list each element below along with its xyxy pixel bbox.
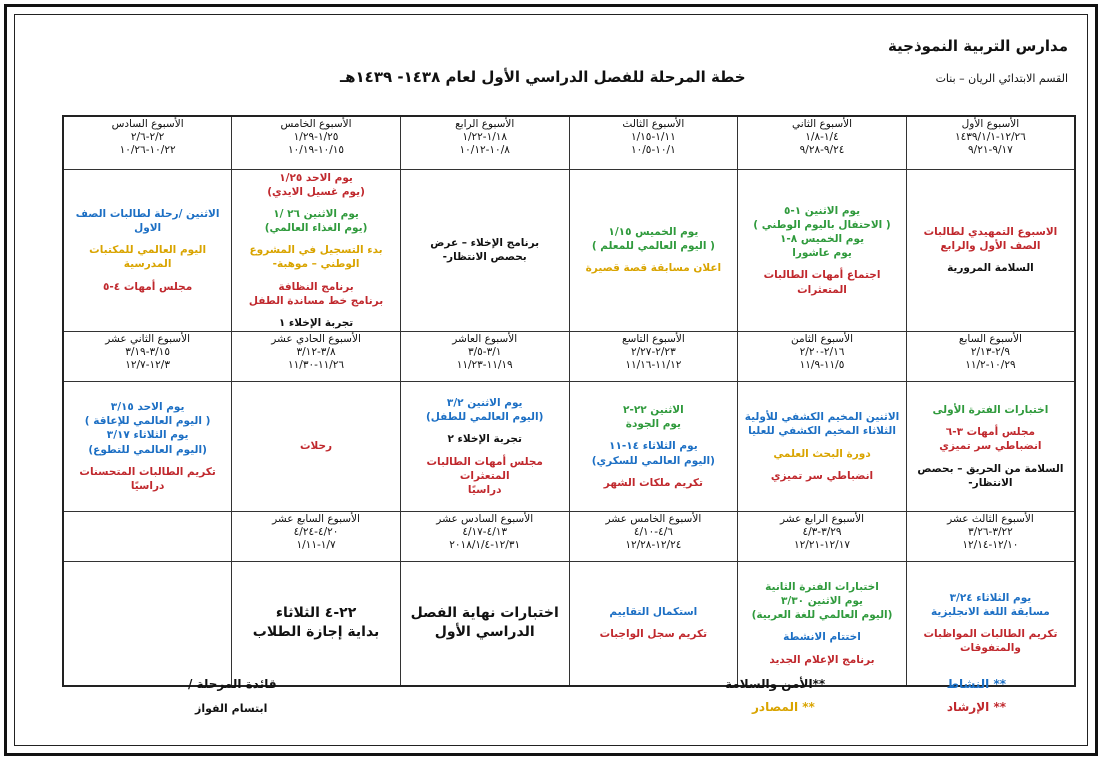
plan-title: خطة المرحلة للفصل الدراسي الأول لعام ١٤٣٨- ١٤٣٩هـ: [340, 68, 746, 86]
activity-line: يوم الاحد ١/٢٥: [279, 171, 353, 184]
week-header-cell: [738, 332, 907, 382]
activity-line: اختبارات الفترة الثانية: [765, 580, 879, 593]
week-hijri: ٣/٨-٣/١٢: [296, 346, 336, 359]
activity-line: المتعثرات: [797, 283, 847, 296]
week-hijri: ١/٢٥-١/٢٩: [293, 131, 339, 144]
week-greg: ١/٧-١/١١: [296, 539, 336, 552]
week-greg: ١٠/١٥-١٠/١٩: [288, 144, 345, 157]
week-name: الأسبوع الحادي عشر: [271, 333, 361, 346]
week-hijri: ٢/١٦-٢/٢٠: [799, 346, 845, 359]
activity-cell: [738, 382, 907, 512]
week-name: الأسبوع الرابع عشر: [780, 513, 865, 526]
activity-cell: [232, 562, 401, 686]
week-name: الأسبوع العاشر: [452, 333, 518, 346]
activity-line: بداية إجازة الطلاب: [252, 624, 380, 641]
activity-line: والمتفوقات: [959, 642, 1021, 655]
week-name: الأسبوع الثاني: [791, 118, 853, 130]
activity-line: (اليوم العالمي للسكري): [591, 454, 715, 467]
week-name: الأسبوع الخامس: [280, 118, 352, 130]
activity-line: تكريم الطالبات المتحسنات دراسيًا: [79, 465, 216, 492]
week-greg: ١٠/١-١٠/٥: [630, 144, 676, 157]
activity-line: اختبارات الفترة الأولى: [932, 404, 1049, 417]
activity-line: تجربة الإخلاء ٢: [447, 433, 522, 446]
week-hijri: ١/٤-١/٨: [805, 131, 839, 144]
activity-line: تكريم الطالبات المواظبات: [923, 628, 1058, 641]
activity-line: يوم الاحد ٣/١٥: [110, 401, 185, 414]
activity-cell: [906, 169, 1075, 332]
activity-cell: [569, 169, 738, 332]
week-header-cell: [906, 512, 1075, 562]
week-header-cell: [63, 116, 232, 169]
week-greg: ١٠/٢٩-١١/٢: [965, 359, 1016, 372]
activity-cell: [569, 382, 738, 512]
week-header-row: [63, 332, 1075, 382]
week-hijri: ١٢/٢٦-١٤٣٩/١/١: [955, 131, 1026, 144]
week-name: الأسبوع السادس: [111, 118, 184, 130]
week-greg: ١٠/٨-١٠/١٢: [459, 144, 510, 157]
week-hijri: ٣/٢٢-٣/٢٦: [968, 526, 1013, 539]
activity-line: بحصص الانتظار-: [442, 251, 527, 264]
legend-guidance: ** الإرشاد: [946, 700, 1006, 714]
activity-line: مجلس أمهات ٤-٥: [102, 280, 193, 293]
activity-line: يوم الاثنين ١-٥: [783, 204, 861, 217]
activity-line: يوم الاثنين ٣/٢: [446, 397, 523, 410]
week-name: الأسبوع الرابع: [455, 118, 515, 130]
week-name: الأسبوع الأول: [961, 118, 1020, 130]
activity-line: يوم الثلاثاء ٣/١٧: [106, 429, 189, 442]
activity-line: اختتام الانشطة: [783, 631, 861, 644]
activity-line: ( الاحتفال باليوم الوطني ): [753, 218, 891, 231]
week-hijri: ٣/١-٣/٥: [467, 346, 502, 359]
activities-row: [63, 382, 1075, 512]
activity-line: يوم الاثنين ٢٦ /١: [273, 207, 359, 220]
leader-label: قائدة المرحلة /: [188, 677, 277, 691]
week-greg: ١١/١٢-١١/١٦: [625, 359, 682, 372]
legend-activity: ** النشاط: [946, 677, 1006, 691]
plan-table: [62, 115, 1076, 687]
activity-line: تجربة الإخلاء ١: [278, 316, 354, 329]
activity-line: انضباطي سر تميزي: [939, 440, 1042, 453]
activity-line: استكمال التقاييم: [609, 606, 698, 619]
activity-line: الصف الأول والرابع: [940, 240, 1041, 253]
week-hijri: ٣/١٥-٣/١٩: [125, 346, 170, 359]
activity-line: (اليوم العالمي للطفل): [425, 411, 544, 424]
activity-cell: [63, 169, 232, 332]
activity-cell: [232, 169, 401, 332]
activity-line: (يوم غسيل الايدي): [267, 185, 365, 198]
activity-cell: [232, 382, 401, 512]
week-header-cell: [400, 512, 569, 562]
week-greg: ١٢/١٠-١٢/١٤: [962, 539, 1019, 552]
activity-cell: [400, 382, 569, 512]
week-header-cell: [906, 332, 1075, 382]
week-header-cell: [63, 332, 232, 382]
activity-cell: [738, 169, 907, 332]
week-greg: ٩/١٧-٩/٢١: [968, 144, 1013, 157]
activity-line: الثلاثاء المخيم الكشفي للعليا: [748, 425, 896, 438]
activity-line: (يوم الغذاء العالمي): [264, 222, 368, 235]
week-hijri: ١/١١-١/١٥: [630, 131, 676, 144]
week-name: الأسبوع السابع: [958, 333, 1022, 346]
week-hijri: ٢/٢-٢/٦: [130, 131, 165, 144]
activity-line: بدء التسجيل في المشروع الوطني – موهبة-: [249, 244, 383, 271]
activity-line: برنامج النظافة: [278, 280, 354, 293]
week-name: الأسبوع الثالث عشر: [947, 513, 1034, 526]
week-name: الأسبوع السابع عشر: [272, 513, 360, 526]
activity-line: يوم الثلاثاء ٣/٢٤: [949, 591, 1032, 604]
week-header-cell: [400, 116, 569, 169]
department-name: القسم الابتدائي الريان – بنات: [935, 72, 1068, 85]
activity-line: برنامج الإخلاء – عرض: [430, 237, 540, 250]
activity-line: (اليوم العالمي للتطوع): [88, 443, 207, 456]
week-header-cell: [400, 332, 569, 382]
activity-line: اعلان مسابقة قصة قصيرة: [585, 262, 722, 275]
week-name: الأسبوع السادس عشر: [436, 513, 534, 526]
week-greg: ١١/٥-١١/٩: [799, 359, 845, 372]
activity-line: تكريم سجل الواجبات: [599, 628, 708, 641]
week-header-cell: [232, 116, 401, 169]
week-header-row: [63, 116, 1075, 169]
activity-line: يوم الاثنين ٣/٣٠: [781, 595, 863, 608]
activity-line: ( اليوم العالمي للمعلم ): [591, 240, 715, 253]
leader-name: ابتسام الفواز: [195, 702, 268, 715]
activity-line: الاثنين المخيم الكشفي للأولية: [744, 411, 900, 424]
week-header-cell: [232, 332, 401, 382]
week-greg: ١٢/٢٤-١٢/٢٨: [625, 539, 682, 552]
activity-line: يوم عاشورا: [792, 247, 852, 260]
activity-line: يوم الخميس ١/١٥: [608, 226, 699, 239]
week-name: الأسبوع الخامس عشر: [605, 513, 702, 526]
activity-cell: [738, 562, 907, 686]
activity-cell: [906, 382, 1075, 512]
activities-row: [63, 169, 1075, 332]
activity-line: مسابقة اللغة الانجليزية: [931, 606, 1050, 619]
week-header-cell: [63, 512, 232, 562]
week-header-cell: [738, 116, 907, 169]
activity-line: (اليوم العالمي للغة العربية): [751, 609, 893, 622]
week-greg: ٩/٢٤-٩/٢٨: [799, 144, 845, 157]
activity-line: انضباطي سر تميزي: [770, 469, 874, 482]
activity-line: دورة البحث العلمي: [773, 447, 871, 460]
activity-cell: [400, 562, 569, 686]
week-greg: ١٢/٣-١٢/٧: [125, 359, 170, 372]
activity-line: دراسيًا: [467, 483, 502, 496]
activities-row: [63, 562, 1075, 686]
activity-line: برنامج الإعلام الجديد: [769, 653, 875, 666]
activity-line: اختبارات نهاية الفصل: [410, 605, 559, 622]
activity-line: ( اليوم العالمي للإعاقة ): [84, 415, 211, 428]
activity-cell: [906, 562, 1075, 686]
activity-line: رحلات: [299, 440, 333, 453]
activity-line: اليوم العالمي للمكتبات المدرسية: [89, 244, 207, 271]
week-hijri: ٣/٢٩-٤/٣: [802, 526, 842, 539]
activity-line: الاسبوع التمهيدي لطالبات: [923, 226, 1058, 239]
week-name: الأسبوع الثاني عشر: [105, 333, 191, 346]
week-greg: ١١/٢٦-١١/٣٠: [288, 359, 345, 372]
week-hijri: ٢/٢٣-٢/٢٧: [630, 346, 676, 359]
week-name: الأسبوع التاسع: [621, 333, 685, 346]
week-hijri: ٤/٢٠-٤/٢٤: [293, 526, 339, 539]
activity-cell: [400, 169, 569, 332]
week-header-cell: [906, 116, 1075, 169]
activity-line: يوم الجودة: [625, 418, 681, 431]
week-header-cell: [738, 512, 907, 562]
week-header-cell: [569, 116, 738, 169]
activity-line: الاثنين /رحلة لطالبات الصف: [75, 207, 220, 220]
week-name: الأسبوع الثامن: [791, 333, 854, 346]
week-name: الأسبوع الثالث: [622, 118, 685, 130]
week-greg: ١١/١٩-١١/٢٣: [456, 359, 513, 372]
activity-line: برنامج خط مساندة الطفل: [248, 294, 384, 307]
legend-safety: **الأمن والسلامة: [725, 677, 826, 691]
activity-line: السلامة من الحريق – بحصص الانتظار-: [917, 462, 1064, 489]
activity-line: السلامة المرورية: [947, 262, 1034, 275]
activity-line: مجلس أمهات الطالبات المتعثرات: [426, 455, 543, 482]
activity-line: الاول: [134, 222, 162, 235]
week-header-row: [63, 512, 1075, 562]
week-greg: ١٢/٣١-٢٠١٨/١/٤: [449, 539, 521, 552]
week-hijri: ٢/٩-٢/١٣: [970, 346, 1010, 359]
activity-line: ٢٢-٤ الثلاثاء: [275, 605, 357, 622]
activity-line: يوم الخميس ٨-١: [780, 233, 865, 246]
week-header-cell: [569, 332, 738, 382]
activity-cell: [63, 382, 232, 512]
activity-line: تكريم ملكات الشهر: [603, 476, 703, 489]
activity-line: الاثنين ٢٢-٢: [623, 404, 684, 417]
week-hijri: ٤/٦-٤/١٠: [633, 526, 673, 539]
activity-line: اجتماع أمهات الطالبات: [763, 269, 881, 282]
activity-line: مجلس أمهات ٣-٦: [945, 426, 1036, 439]
school-name: مدارس التربية النموذجية: [887, 37, 1068, 55]
week-header-cell: [569, 512, 738, 562]
week-hijri: ١/١٨-١/٢٢: [462, 131, 508, 144]
activity-line: الدراسي الأول: [434, 624, 535, 641]
week-greg: ١٢/١٧-١٢/٢١: [794, 539, 851, 552]
week-greg: ١٠/٢٢-١٠/٢٦: [119, 144, 176, 157]
activity-line: يوم الثلاثاء ١٤-١١: [609, 440, 698, 453]
week-hijri: ٤/١٣-٤/١٧: [462, 526, 508, 539]
activity-cell: [63, 562, 232, 686]
activity-cell: [569, 562, 738, 686]
week-header-cell: [232, 512, 401, 562]
legend-sources: ** المصادر: [752, 700, 815, 714]
